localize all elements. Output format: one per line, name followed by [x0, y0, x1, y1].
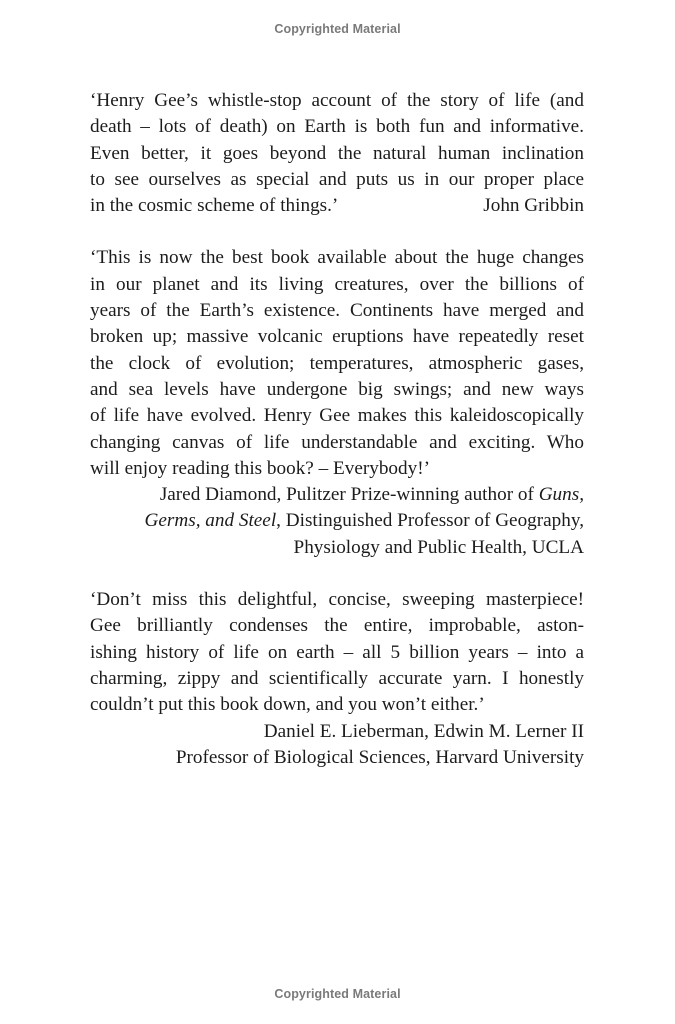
blurb-gribbin [90, 88, 584, 219]
quote-line: in the cosmic scheme of things.’ [90, 195, 339, 217]
blurb-quote [90, 245, 584, 482]
quote-line: to see ourselves as special and puts us in our proper place [90, 168, 584, 190]
quote-last-line-with-author [90, 193, 584, 219]
blurb-author: John Gribbin [483, 195, 584, 217]
blurb-diamond [90, 245, 584, 561]
attribution-line [90, 508, 584, 534]
quote-line: changing canvas of life understandable and exciting. Who [90, 431, 584, 453]
blurb-quote [90, 88, 584, 219]
quote-line: will enjoy reading this book? – Everybody!’ [90, 457, 430, 479]
quote-line: of life have evolved. Henry Gee makes this kaleidoscopically [90, 405, 584, 427]
quote-line: charming, zippy and scientifically accurate yarn. I honestly [90, 667, 584, 689]
attribution-line: Physiology and Public Health, UCLA [293, 536, 584, 558]
blurb-column [90, 88, 584, 797]
quote-line: Even better, it goes beyond the natural human inclination [90, 142, 584, 164]
attribution-line: Professor of Biological Sciences, Harvard University [175, 746, 584, 768]
quote-line: ishing history of life on earth – all 5 billion years – into a [90, 641, 584, 663]
quote-line: couldn’t put this book down, and you won’t either.’ [90, 694, 485, 716]
quote-line: Gee brilliantly condenses the entire, improbable, aston- [90, 615, 584, 637]
attribution-line: Daniel E. Lieberman, Edwin M. Lerner II [263, 720, 584, 742]
attribution-text: , Distinguished Professor of Geography, [276, 510, 584, 532]
blurb-attribution [90, 482, 584, 561]
book-title-italic: Germs, and Steel [144, 510, 277, 532]
quote-line: death – lots of death) on Earth is both fun and informative. [90, 116, 584, 138]
book-title-italic: Guns, [538, 484, 584, 506]
attribution-line [90, 482, 584, 508]
quote-line: ‘Don’t miss this delightful, concise, sweeping masterpiece! [90, 589, 584, 611]
copyright-watermark-top: Copyrighted Material [274, 22, 401, 36]
attribution-text: Jared Diamond, Pulitzer Prize-winning author of [159, 484, 539, 506]
blurb-lieberman [90, 587, 584, 771]
blurb-quote [90, 587, 584, 718]
quote-line: the clock of evolution; temperatures, atmospheric gases, [90, 352, 584, 374]
quote-line: and sea levels have undergone big swings; and new ways [90, 378, 584, 400]
quote-line: in our planet and its living creatures, over the billions of [90, 273, 584, 295]
copyright-watermark-bottom: Copyrighted Material [274, 987, 401, 1001]
quote-line: ‘Henry Gee’s whistle-stop account of the story of life (and [90, 90, 584, 111]
blurb-attribution [90, 719, 584, 772]
quote-line: ‘This is now the best book available about the huge changes [90, 247, 584, 269]
quote-line: broken up; massive volcanic eruptions have repeatedly reset [90, 326, 584, 348]
quote-line: years of the Earth’s existence. Continents have merged and [90, 300, 584, 322]
